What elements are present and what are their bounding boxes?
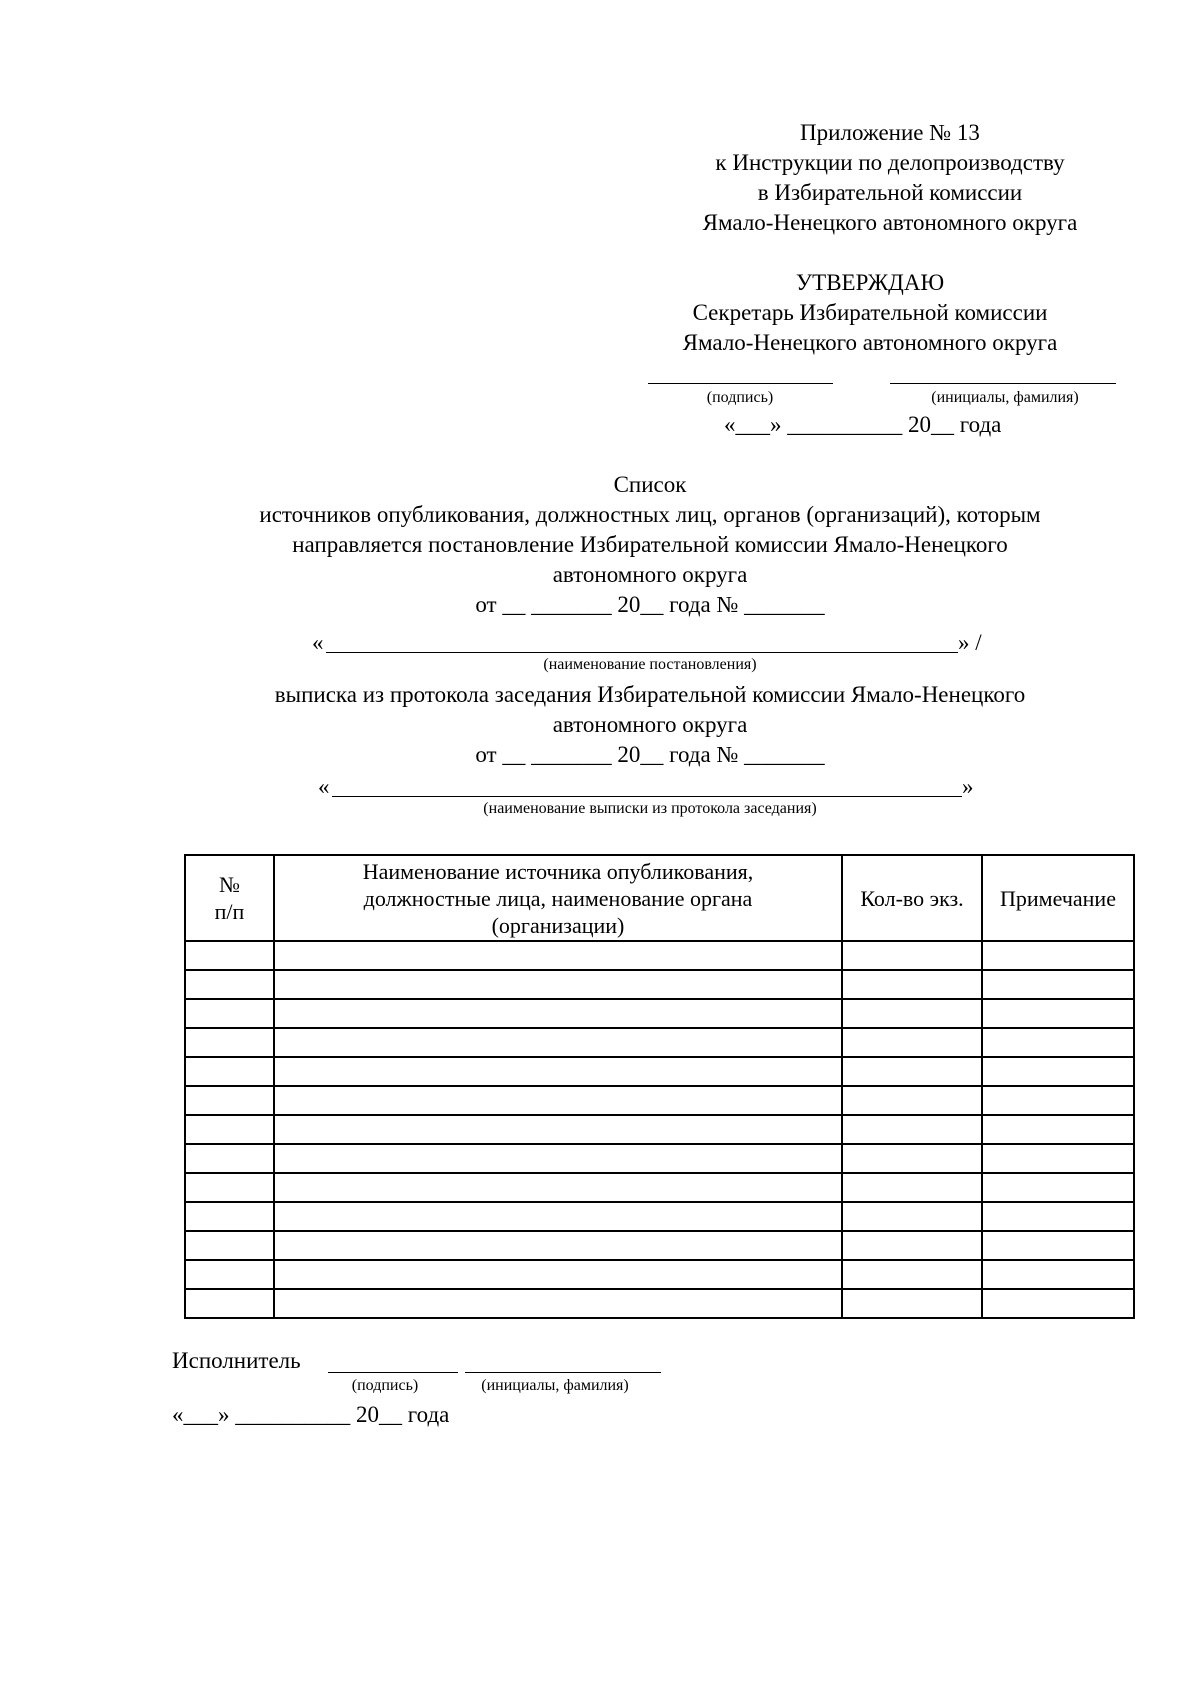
table-row xyxy=(185,970,1134,999)
extract-block xyxy=(180,680,1120,770)
appendix-commission: в Избирательной комиссии xyxy=(757,180,1023,205)
table-cell xyxy=(982,1144,1134,1173)
table-cell xyxy=(274,1028,842,1057)
table-row xyxy=(185,1173,1134,1202)
table-cell xyxy=(185,1086,274,1115)
table-row xyxy=(185,1231,1134,1260)
table-cell xyxy=(982,999,1134,1028)
table-cell xyxy=(982,970,1134,999)
col-note-header: Примечание xyxy=(982,855,1134,941)
table-cell xyxy=(185,1057,274,1086)
table-row xyxy=(185,1115,1134,1144)
table-cell xyxy=(982,1289,1134,1318)
table-cell xyxy=(274,1144,842,1173)
table-cell xyxy=(982,1231,1134,1260)
list-line3: автономного округа xyxy=(552,562,748,587)
quote-open-2: « xyxy=(318,774,330,799)
table-cell xyxy=(982,1173,1134,1202)
table-row xyxy=(185,1057,1134,1086)
table-row xyxy=(185,1260,1134,1289)
table-cell xyxy=(185,1144,274,1173)
list-date-line1: от __ _______ 20__ года № _______ xyxy=(475,592,825,617)
table-cell xyxy=(185,1289,274,1318)
approve-signature-line xyxy=(648,383,833,384)
table-row xyxy=(185,1289,1134,1318)
table-cell xyxy=(185,941,274,970)
executor-date-line: «___» __________ 20__ года xyxy=(172,1402,450,1427)
table-cell xyxy=(274,1057,842,1086)
table-cell xyxy=(842,941,982,970)
extract-line2: автономного округа xyxy=(552,712,748,737)
approve-name-line xyxy=(890,383,1116,384)
approve-title: УТВЕРЖДАЮ xyxy=(795,270,945,295)
col-copies-header: Кол-во экз. xyxy=(842,855,982,941)
quote-open-1: « xyxy=(312,630,324,655)
table-row xyxy=(185,941,1134,970)
table-cell xyxy=(274,1231,842,1260)
list-block xyxy=(180,470,1120,620)
resolution-name-caption: (наименование постановления) xyxy=(543,656,757,673)
quote-close-2: » xyxy=(962,774,974,799)
executor-name-line xyxy=(465,1372,661,1373)
extract-name-line xyxy=(332,796,962,797)
table-cell xyxy=(185,999,274,1028)
table-header-row xyxy=(185,855,1134,941)
table-cell xyxy=(274,1260,842,1289)
table-row xyxy=(185,1202,1134,1231)
table-cell xyxy=(185,1028,274,1057)
table-cell xyxy=(185,970,274,999)
appendix-header xyxy=(640,118,1140,238)
table-row xyxy=(185,1144,1134,1173)
resolution-name-line xyxy=(326,652,958,653)
table-body xyxy=(185,941,1134,1318)
distribution-table xyxy=(184,854,1135,1319)
table-cell xyxy=(274,1202,842,1231)
approve-region: Ямало-Ненецкого автономного округа xyxy=(682,330,1058,355)
executor-label: Исполнитель xyxy=(172,1348,301,1373)
appendix-number: Приложение № 13 xyxy=(800,120,980,145)
table-cell xyxy=(842,1289,982,1318)
table-cell xyxy=(842,970,982,999)
table-cell xyxy=(842,1173,982,1202)
table-cell xyxy=(982,1086,1134,1115)
table-cell xyxy=(274,1173,842,1202)
table-cell xyxy=(842,1144,982,1173)
col-number-header: № п/п xyxy=(185,855,274,941)
table-cell xyxy=(185,1115,274,1144)
table-cell xyxy=(185,1231,274,1260)
table-cell xyxy=(274,1086,842,1115)
table-cell xyxy=(982,1057,1134,1086)
table-cell xyxy=(982,1115,1134,1144)
table-row xyxy=(185,999,1134,1028)
col-source-header: Наименование источника опубликования, должностные лица, наименование органа (организации) xyxy=(274,855,842,941)
table-cell xyxy=(274,1289,842,1318)
table-cell xyxy=(842,1202,982,1231)
approve-date-line: «___» __________ 20__ года xyxy=(724,412,1002,437)
approve-name-caption: (инициалы, фамилия) xyxy=(931,389,1079,406)
table-cell xyxy=(982,1028,1134,1057)
extract-date-line: от __ _______ 20__ года № _______ xyxy=(475,742,825,767)
table-cell xyxy=(842,1260,982,1289)
approve-sign-caption: (подпись) xyxy=(706,389,774,406)
appendix-region: Ямало-Ненецкого автономного округа xyxy=(702,210,1078,235)
table-row xyxy=(185,1086,1134,1115)
table-cell xyxy=(842,1231,982,1260)
extract-name-caption: (наименование выписки из протокола заседания) xyxy=(483,800,817,817)
table-cell xyxy=(842,1086,982,1115)
executor-signature-line xyxy=(328,1372,458,1373)
extract-line1: выписка из протокола заседания Избирательной комиссии Ямало-Ненецкого xyxy=(274,682,1026,707)
table-cell xyxy=(842,999,982,1028)
table-cell xyxy=(842,1028,982,1057)
table-cell xyxy=(274,999,842,1028)
table-cell xyxy=(274,941,842,970)
list-title: Список xyxy=(613,472,687,497)
table-cell xyxy=(842,1057,982,1086)
list-line1: источников опубликования, должностных лиц, органов (организаций), которым xyxy=(259,502,1041,527)
executor-name-caption: (инициалы, фамилия) xyxy=(481,1377,629,1394)
approve-block xyxy=(620,268,1120,358)
table-cell xyxy=(185,1260,274,1289)
approve-position: Секретарь Избирательной комиссии xyxy=(692,300,1048,325)
table-row xyxy=(185,1028,1134,1057)
list-line2: направляется постановление Избирательной комиссии Ямало-Ненецкого xyxy=(292,532,1008,557)
executor-sign-caption: (подпись) xyxy=(351,1377,419,1394)
table-cell xyxy=(982,1260,1134,1289)
quote-close-1: » / xyxy=(958,630,982,655)
table-cell xyxy=(185,1173,274,1202)
table-cell xyxy=(842,1115,982,1144)
table-cell xyxy=(982,1202,1134,1231)
table-cell xyxy=(274,970,842,999)
table-cell xyxy=(185,1202,274,1231)
appendix-ref: к Инструкции по делопроизводству xyxy=(715,150,1065,175)
table-cell xyxy=(982,941,1134,970)
table-cell xyxy=(274,1115,842,1144)
